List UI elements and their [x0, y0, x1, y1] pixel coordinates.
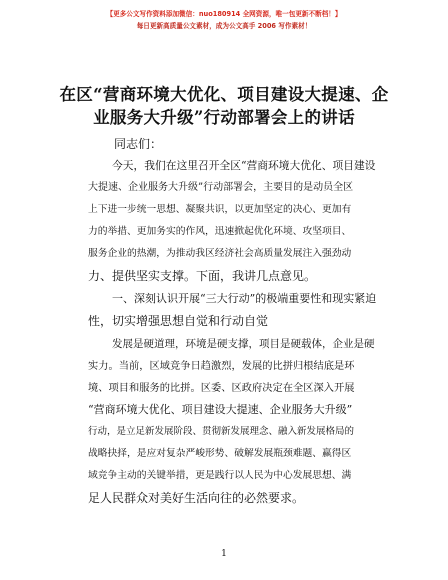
body-line: “营商环境大优化、项目建设大提速、企业服务大升级”: [88, 403, 353, 416]
body-line: 战略抉择，是应对复杂严峻形势、破解发展瓶颈难题、赢得区: [88, 448, 352, 459]
body-line: 今天，我们在这里召开全区“营商环境大优化、项目建设: [112, 159, 376, 172]
body-line: 域竞争主动的关键举措，更是践行以人民为中心发展思想、满: [88, 470, 352, 481]
body-line: 实力。当前，区域竞争日趋激烈，发展的比拼归根结底是环: [88, 360, 355, 372]
body-line: 足人民群众对美好生活向往的必然要求。: [88, 491, 305, 505]
document-title-line1: 在区“营商环境大优化、项目建设大提速、企: [59, 85, 389, 104]
section-heading-line: 性，切实增强思想自觉和行动自觉: [88, 314, 269, 328]
header-banner-line2: 每日更新高质量公文素材，成为公文高手 2006 写作素材！: [136, 22, 312, 30]
body-line: 服务企业的热潮，为推动我区经济社会高质量发展注入强劲动: [88, 248, 352, 259]
document-title-line2: 业服务大升级”行动部署会上的讲话: [93, 108, 355, 127]
body-line: 力的举措、更加务实的作风，迅速掀起优化环境、攻坚项目、: [88, 226, 352, 237]
header-banner-line1: 【更多公文写作资料添加微信：nuo180914 全网资源，唯一包更新不断档！】: [106, 10, 342, 18]
body-line: 行动，是立足新发展阶段、贯彻新发展理念、融入新发展格局的: [88, 426, 355, 437]
salutation: 同志们：: [114, 137, 163, 151]
body-line: 上下进一步统一思想、凝聚共识，以更加坚定的决心、更加有: [88, 204, 352, 215]
body-line: 境、项目和服务的比拼。区委、区政府决定在全区深入开展: [88, 382, 355, 394]
body-line: 发展是硬道理，环境是硬支撑，项目是硬载体，企业是硬: [112, 338, 375, 350]
body-line: 大提速、企业服务大升级”行动部署会，主要目的是动员全区: [88, 182, 354, 193]
body-line: 力、提供坚实支撑。下面，我讲几点意见。: [88, 269, 317, 283]
section-heading-line: 一、深刻认识开展“三大行动”的极端重要性和现实紧迫: [112, 292, 377, 305]
page-number: 1: [221, 549, 227, 559]
